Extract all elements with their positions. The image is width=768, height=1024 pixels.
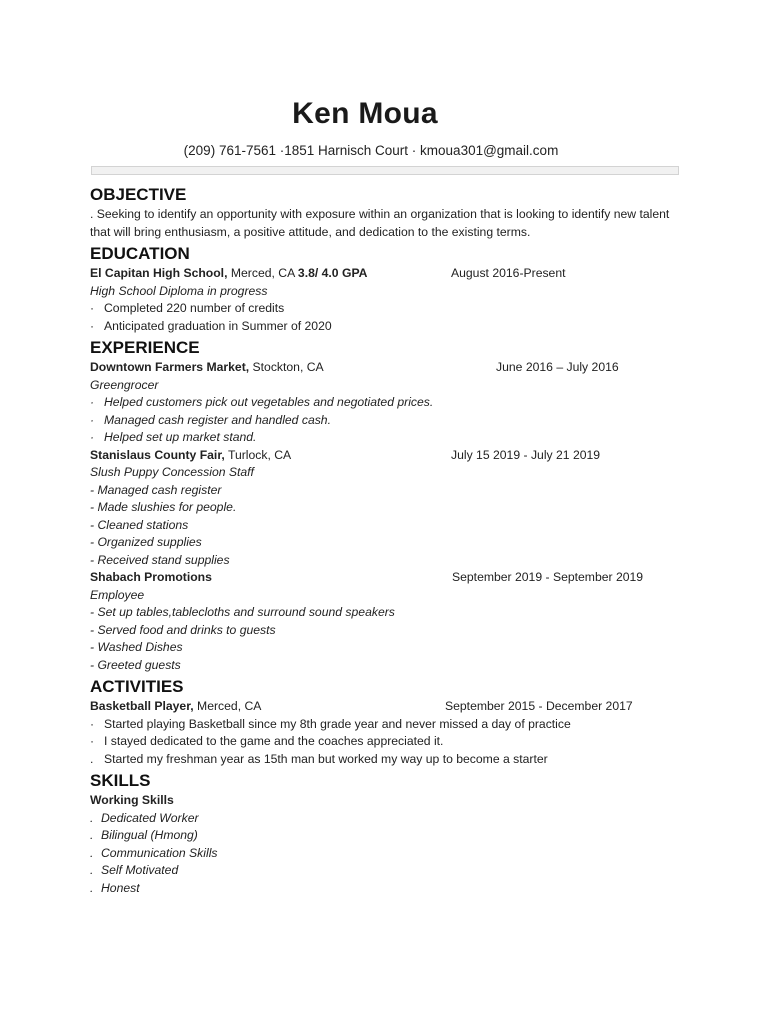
activity-bullet: · Started playing Basketball since my 8th grade year and never missed a day of practice xyxy=(90,716,571,731)
job-item: · Helped customers pick out vegetables and negotiated prices. xyxy=(90,395,434,409)
activity-title: Basketball Player, xyxy=(90,699,194,713)
skills-subheading: Working Skills xyxy=(90,793,174,807)
school-gpa: 3.8/ 4.0 GPA xyxy=(297,266,368,280)
school-name: El Capitan High School, xyxy=(90,266,228,280)
job-entry xyxy=(90,447,680,465)
skill-item: . Honest xyxy=(90,880,140,895)
job-location: Turlock, CA xyxy=(224,447,292,462)
job-entry xyxy=(90,359,680,377)
education-entry xyxy=(90,265,680,283)
candidate-name: Ken Moua xyxy=(292,97,438,130)
skill-item: . Dedicated Worker xyxy=(90,810,199,825)
school-location: Merced, CA xyxy=(227,266,298,280)
activity-entry xyxy=(90,698,680,716)
header-divider xyxy=(91,166,679,175)
contact-info: (209) 761-7561 ·1851 Harnisch Court · kmoua301@gmail.com xyxy=(183,143,559,158)
job-item: - Managed cash register xyxy=(90,482,222,497)
job-location: Stockton, CA xyxy=(249,360,324,374)
job-org: Downtown Farmers Market, xyxy=(90,360,250,374)
job-role: Greengrocer xyxy=(90,377,159,392)
job-item: - Organized supplies xyxy=(90,535,202,549)
job-entry xyxy=(90,569,680,587)
job-item: - Cleaned stations xyxy=(90,517,189,532)
resume-body xyxy=(90,182,680,897)
job-org: Shabach Promotions xyxy=(90,570,212,584)
job-dates: September 2019 - September 2019 xyxy=(452,570,644,584)
job-item: · Managed cash register and handled cash. xyxy=(90,412,331,427)
objective-text: . Seeking to identify an opportunity with exposure within an organization that is looking to identify new talent that will bring enthusiasm, a positive attitude, and dedication to the existing terms. xyxy=(90,207,670,239)
activity-bullet: . Started my freshman year as 15th man but worked my way up to become a starter xyxy=(90,751,548,766)
activity-dates: September 2015 - December 2017 xyxy=(445,699,633,713)
job-dates: July 15 2019 - July 21 2019 xyxy=(451,447,601,462)
activity-location: Merced, CA xyxy=(193,699,262,713)
education-bullet: · Anticipated graduation in Summer of 2020 xyxy=(90,318,332,333)
job-item: - Washed Dishes xyxy=(90,640,183,654)
skill-item: . Communication Skills xyxy=(90,845,218,860)
skill-item: . Self Motivated xyxy=(90,863,179,877)
job-item: - Received stand supplies xyxy=(90,552,230,567)
job-item: - Set up tables,tablecloths and surround sound speakers xyxy=(90,605,395,619)
job-dates: June 2016 – July 2016 xyxy=(496,360,619,374)
education-dates: August 2016-Present xyxy=(451,266,566,280)
job-role: Employee xyxy=(90,587,145,602)
degree: High School Diploma in progress xyxy=(90,283,268,298)
education-heading: EDUCATION xyxy=(90,244,190,263)
job-item: - Made slushies for people. xyxy=(90,500,237,514)
skills-heading: SKILLS xyxy=(90,771,151,790)
job-role: Slush Puppy Concession Staff xyxy=(90,465,254,479)
activities-heading: ACTIVITIES xyxy=(90,677,184,696)
education-bullet: · Completed 220 number of credits xyxy=(90,301,285,315)
job-item: - Greeted guests xyxy=(90,657,181,672)
job-item: · Helped set up market stand. xyxy=(90,430,257,444)
job-org: Stanislaus County Fair, xyxy=(90,447,225,462)
activity-bullet: · I stayed dedicated to the game and the coaches appreciated it. xyxy=(90,734,444,748)
skill-item: . Bilingual (Hmong) xyxy=(90,828,198,842)
experience-heading: EXPERIENCE xyxy=(90,338,200,357)
job-item: - Served food and drinks to guests xyxy=(90,622,276,637)
objective-heading: OBJECTIVE xyxy=(90,185,187,204)
